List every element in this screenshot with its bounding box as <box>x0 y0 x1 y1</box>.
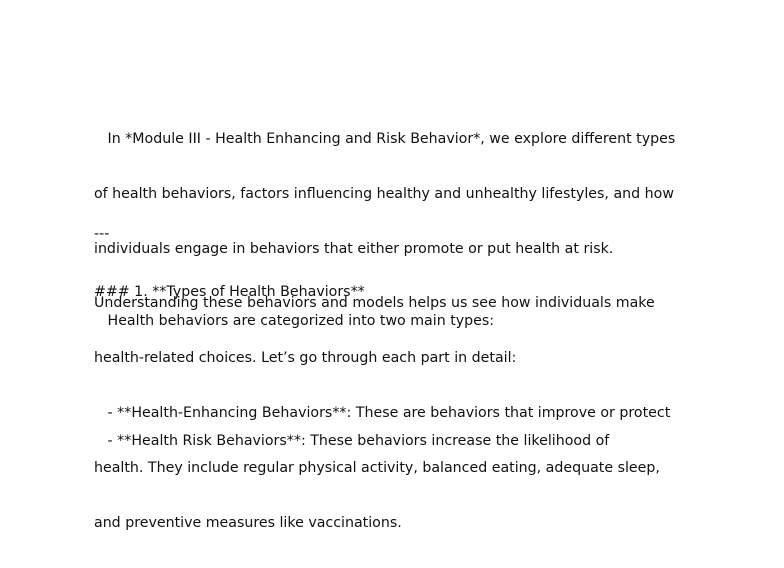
intro-line: individuals engage in behaviors that either promote or put health at risk. <box>94 240 614 257</box>
enhancing-line: health. They include regular physical activity, balanced eating, adequate sleep, <box>94 460 660 477</box>
enhancing-line: and preventive measures like vaccinations. <box>94 514 402 531</box>
separator-line: --- <box>94 226 110 242</box>
intro-line: of health behaviors, factors influencing healthy and unhealthy lifestyles, and how <box>94 186 674 203</box>
section-heading: ### 1. **Types of Health Behaviors** <box>94 284 365 300</box>
enhancing-line: - **Health-Enhancing Behaviors**: These are behaviors that improve or protect <box>94 405 671 422</box>
health-enhancing-paragraph <box>94 368 714 568</box>
intro-paragraph <box>94 94 714 403</box>
intro-line: Understanding these behaviors and models helps us see how individuals make <box>94 295 655 312</box>
health-risk-paragraph: - **Health Risk Behaviors**: These behaviors increase the likelihood of <box>94 433 610 449</box>
intro-line: In *Module III - Health Enhancing and Risk Behavior*, we explore different types <box>94 131 676 148</box>
intro-line: health-related choices. Let’s go through each part in detail: <box>94 349 517 366</box>
section-lead-text: Health behaviors are categorized into two main types: <box>94 313 495 329</box>
